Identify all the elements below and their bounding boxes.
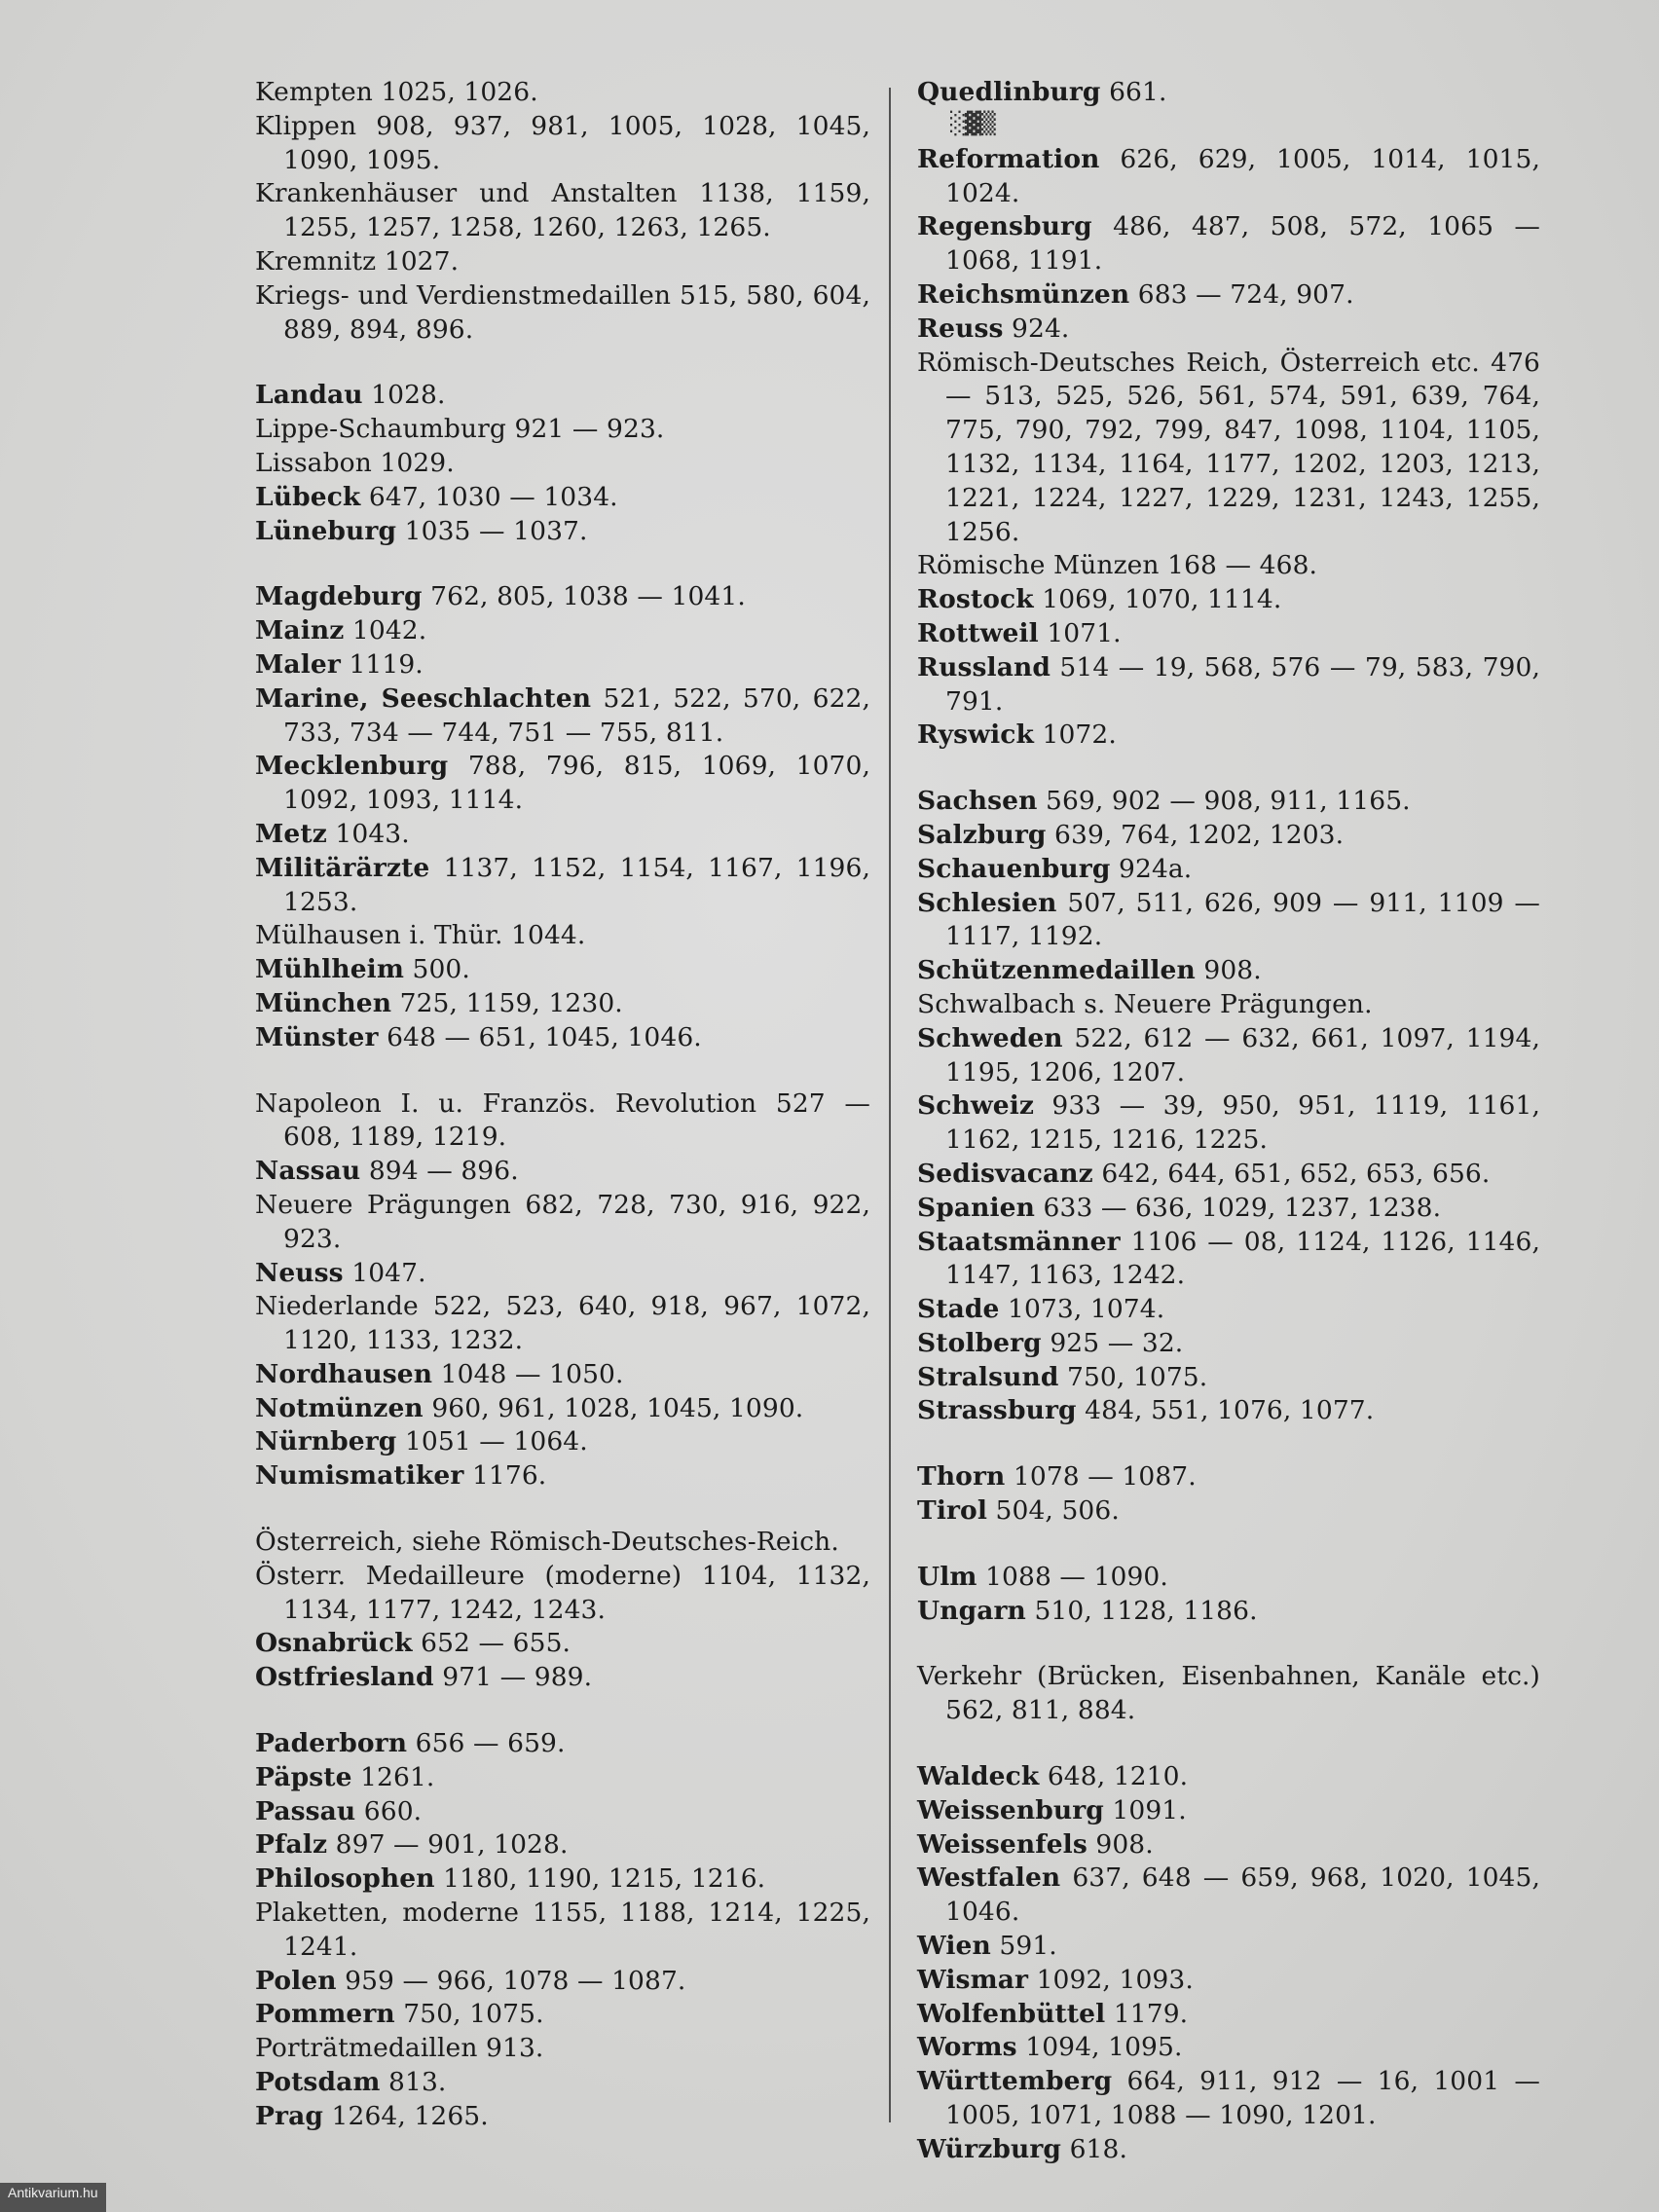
- entry-references: 647, 1030 — 1034.: [368, 481, 618, 512]
- entry-references: 1155, 1188, 1214, 1225, 1241.: [283, 1898, 870, 1962]
- index-group: [917, 76, 1540, 143]
- entry-references: 515, 580, 604, 889, 894, 896.: [283, 279, 870, 345]
- entry-references: 1092, 1093.: [1036, 1964, 1194, 1995]
- entry-heading: Wolfenbüttel: [917, 1998, 1106, 2029]
- index-entry: [255, 1627, 870, 1661]
- index-entry: [917, 1494, 1540, 1529]
- entry-references: 664, 911, 912 — 16, 1001 — 1005, 1071, 1088 — 1090, 1201.: [945, 2066, 1540, 2131]
- entry-references: 1028.: [371, 380, 446, 411]
- entry-heading: Sachsen: [917, 786, 1038, 817]
- entry-references: 648, 1210.: [1047, 1761, 1189, 1792]
- index-entry: [255, 580, 870, 614]
- entry-references: 1104, 1132, 1134, 1177, 1242, 1243.: [283, 1560, 870, 1625]
- index-group: [917, 785, 1540, 1428]
- entry-references: 908, 937, 981, 1005, 1028, 1045, 1090, 1095.: [283, 110, 871, 175]
- entry-references: 661.: [1109, 77, 1167, 107]
- entry-references: 908.: [1203, 955, 1262, 986]
- entry-references: 639, 764, 1202, 1203.: [1054, 819, 1345, 850]
- entry-heading: Maler: [255, 648, 341, 680]
- entry-heading: Porträtmedaillen: [255, 2033, 478, 2064]
- entry-references: 168 — 468.: [1167, 550, 1318, 581]
- printers-ornament-icon: ░▓▒: [950, 111, 994, 136]
- entry-heading: Krankenhäuser und Anstalten: [255, 178, 678, 209]
- entry-heading: Reformation: [917, 143, 1100, 174]
- index-group: [917, 1760, 1540, 2167]
- entry-heading: Würzburg: [917, 2133, 1062, 2164]
- entry-references: 1094, 1095.: [1025, 2032, 1183, 2063]
- index-entry: [255, 2032, 870, 2066]
- entry-references: 522, 612 — 632, 661, 1097, 1194, 1195, 1206, 1207.: [945, 1022, 1540, 1088]
- entry-references: 971 — 989.: [442, 1662, 593, 1693]
- entry-references: 504, 506.: [995, 1495, 1120, 1527]
- index-group: [917, 1460, 1540, 1529]
- entry-heading: Passau: [255, 1795, 356, 1826]
- index-entry: [917, 1760, 1540, 1794]
- entry-heading: Spanien: [917, 1192, 1035, 1223]
- entry-references: 921 — 923.: [514, 414, 665, 445]
- index-entry: [917, 1828, 1540, 1862]
- index-entry: [917, 549, 1540, 583]
- entry-references: 648 — 651, 1045, 1046.: [387, 1021, 702, 1052]
- entry-heading: Notmünzen: [255, 1392, 424, 1423]
- entry-heading: Mainz: [255, 615, 345, 646]
- index-entry: [917, 1022, 1540, 1090]
- entry-heading: Schweden: [917, 1022, 1063, 1053]
- entry-heading: Thorn: [917, 1461, 1006, 1493]
- entry-references: 522, 523, 640, 918, 967, 1072, 1120, 1133, 1232.: [283, 1291, 870, 1356]
- entry-references: 642, 644, 651, 652, 653, 656.: [1101, 1158, 1491, 1189]
- entry-heading: Numismatiker: [255, 1460, 464, 1492]
- entry-references: 908.: [1095, 1828, 1154, 1860]
- index-entry: [255, 1257, 870, 1291]
- index-group: [917, 143, 1540, 753]
- index-entry: [255, 1828, 870, 1862]
- index-entry: [917, 313, 1540, 347]
- entry-heading: Napoleon I. u. Französ. Revolution: [255, 1088, 757, 1119]
- entry-heading: Salzburg: [917, 819, 1047, 850]
- entry-references: 1264, 1265.: [331, 2100, 489, 2131]
- index-entry: [255, 177, 870, 245]
- entry-heading: Reuss: [917, 313, 1004, 344]
- index-entry: [917, 76, 1540, 110]
- index-entry: [917, 1964, 1540, 1998]
- entry-references: 1048 — 1050.: [440, 1358, 624, 1389]
- index-entry: [255, 1998, 870, 2032]
- entry-heading: Lissabon: [255, 447, 372, 478]
- index-group: [917, 1561, 1540, 1629]
- entry-references: 933 — 39, 950, 951, 1119, 1161, 1162, 1215, 1216, 1225.: [945, 1090, 1540, 1156]
- entry-heading: Stralsund: [917, 1361, 1059, 1392]
- index-entry: [917, 785, 1540, 819]
- entry-references: 1044.: [511, 920, 586, 951]
- entry-references: 683 — 724, 907.: [1137, 278, 1354, 310]
- entry-references: 1071.: [1047, 617, 1122, 648]
- entry-references: 484, 551, 1076, 1077.: [1085, 1395, 1375, 1426]
- entry-references: 924a.: [1119, 853, 1193, 884]
- entry-references: 521, 522, 570, 622, 733, 734 — 744, 751 — 755, 811.: [283, 682, 871, 748]
- entry-heading: München: [255, 987, 392, 1018]
- index-entry: [255, 818, 870, 852]
- index-entry: [255, 1358, 870, 1392]
- index-group: [255, 1088, 870, 1494]
- index-entry: [917, 1460, 1540, 1494]
- entry-references: 682, 728, 730, 916, 922, 923.: [283, 1189, 870, 1254]
- entry-references: 633 — 636, 1029, 1237, 1238.: [1043, 1192, 1442, 1223]
- index-entry: [917, 1327, 1540, 1361]
- index-entry: [917, 583, 1540, 617]
- index-group: [917, 1660, 1540, 1728]
- index-entry: [255, 648, 870, 682]
- index-entry: [917, 819, 1540, 853]
- index-entry: [255, 481, 870, 515]
- index-entry: [917, 988, 1540, 1022]
- index-entry: [917, 347, 1540, 550]
- index-entry: [917, 1293, 1540, 1327]
- entry-heading: Ostfriesland: [255, 1662, 434, 1693]
- entry-heading: Schlesien: [917, 887, 1057, 918]
- index-entry: [255, 1761, 870, 1795]
- index-group: [255, 580, 870, 1054]
- entry-references: 959 — 966, 1078 — 1087.: [345, 1965, 686, 1996]
- entry-references: 507, 511, 626, 909 — 911, 1109 — 1117, 1192.: [945, 887, 1540, 952]
- entry-heading: Tirol: [917, 1495, 987, 1527]
- entry-heading: Lübeck: [255, 481, 361, 512]
- entry-references: 652 — 655.: [421, 1628, 571, 1659]
- index-entry: [255, 1189, 870, 1257]
- index-entry: [255, 750, 870, 818]
- entry-heading: Strassburg: [917, 1395, 1077, 1426]
- entry-heading: Waldeck: [917, 1761, 1040, 1792]
- index-entry: [255, 76, 870, 110]
- index-entry: [255, 1425, 870, 1459]
- index-entry: [255, 1290, 870, 1358]
- index-entry: [255, 1560, 870, 1628]
- entry-heading: Nürnberg: [255, 1426, 397, 1457]
- entry-heading: Kempten: [255, 77, 373, 107]
- entry-heading: Russland: [917, 651, 1051, 682]
- entry-references: 1073, 1074.: [1007, 1294, 1165, 1325]
- entry-heading: Quedlinburg: [917, 77, 1101, 107]
- index-entry: [255, 2100, 870, 2134]
- entry-heading: Nassau: [255, 1156, 361, 1187]
- index-group: [255, 76, 870, 347]
- entry-references: 750, 1075.: [403, 1999, 544, 2030]
- index-entry: [255, 1155, 870, 1189]
- index-entry: [917, 1862, 1540, 1930]
- entry-heading: Stolberg: [917, 1327, 1042, 1358]
- index-column-right: [917, 76, 1540, 2199]
- entry-references: 1088 — 1090.: [985, 1561, 1168, 1592]
- entry-references: 656 — 659.: [415, 1728, 566, 1759]
- entry-heading: Mühlheim: [255, 954, 404, 985]
- index-entry: [917, 887, 1540, 955]
- entry-heading: Schweiz: [917, 1090, 1035, 1122]
- entry-heading: Päpste: [255, 1761, 352, 1792]
- entry-heading: Nordhausen: [255, 1358, 433, 1389]
- entry-heading: Sedisvacanz: [917, 1158, 1093, 1189]
- entry-heading: Metz: [255, 818, 327, 849]
- index-entry: [255, 379, 870, 413]
- index-entry: [255, 1965, 870, 1999]
- entry-references: 510, 1128, 1186.: [1034, 1595, 1258, 1626]
- column-divider: [889, 88, 891, 2122]
- entry-heading: Osnabrück: [255, 1628, 413, 1659]
- entry-heading: Worms: [917, 2032, 1017, 2063]
- entry-references: 1025, 1026.: [381, 77, 538, 107]
- index-entry: [255, 919, 870, 953]
- entry-heading: Staatsmänner: [917, 1226, 1121, 1257]
- index-entry: [255, 110, 870, 178]
- index-group: [255, 1526, 870, 1695]
- index-column-left: [255, 76, 870, 2166]
- entry-references: 591.: [999, 1931, 1057, 1962]
- index-entry: [255, 1727, 870, 1761]
- entry-heading: Kriegs- und Verdienstmedaillen: [255, 279, 672, 311]
- index-entry: [917, 954, 1540, 988]
- entry-heading: Römisch-Deutsches Reich, Österreich etc.: [917, 347, 1480, 378]
- entry-references: 637, 648 — 659, 968, 1020, 1045, 1046.: [945, 1862, 1540, 1928]
- entry-heading: Rostock: [917, 584, 1034, 615]
- index-entry: [917, 2031, 1540, 2065]
- index-entry: [255, 1862, 870, 1897]
- entry-heading: Römische Münzen: [917, 550, 1160, 581]
- index-entry: [917, 1595, 1540, 1629]
- index-entry: [917, 651, 1540, 719]
- entry-references: 476 — 513, 525, 526, 561, 574, 591, 639, 764, 775, 790, 792, 799, 847, 1098, 1104, 1105, 1132, 1134, 1164, 1177, 1202, 1203, 1213, 1221, 1224, 1227, 1229, 1231, 1243, 1255, 1256.: [945, 347, 1540, 547]
- entry-references: 562, 811, 884.: [945, 1695, 1136, 1726]
- entry-references: 660.: [363, 1795, 423, 1826]
- index-entry: [255, 987, 870, 1021]
- entry-references: 1091.: [1112, 1794, 1187, 1825]
- index-entry: [255, 279, 870, 348]
- index-entry: [255, 413, 870, 447]
- index-group: [255, 379, 870, 548]
- entry-references: 924.: [1012, 313, 1070, 344]
- entry-heading: Landau: [255, 380, 363, 411]
- entry-heading: Regensburg: [917, 211, 1092, 242]
- entry-references: 1106 — 08, 1124, 1126, 1146, 1147, 1163, 1242.: [945, 1226, 1540, 1291]
- entry-references: 1180, 1190, 1215, 1216.: [443, 1863, 766, 1895]
- index-entry: [917, 2133, 1540, 2167]
- index-entry: [255, 1021, 870, 1055]
- entry-heading: Klippen: [255, 110, 357, 141]
- index-entry: [917, 1794, 1540, 1828]
- entry-references: 1047.: [351, 1257, 426, 1288]
- entry-references: 897 — 901, 1028.: [335, 1829, 569, 1861]
- entry-heading: Ungarn: [917, 1595, 1026, 1626]
- entry-heading: Plaketten, moderne: [255, 1898, 520, 1929]
- entry-heading: Militärärzte: [255, 852, 430, 883]
- entry-heading: Schützenmedaillen: [917, 955, 1196, 986]
- index-entry: [917, 1192, 1540, 1226]
- entry-references: 527 — 608, 1189, 1219.: [283, 1088, 870, 1153]
- entry-heading: Mülhausen i. Thür.: [255, 920, 503, 951]
- entry-references: 500.: [412, 954, 470, 985]
- index-entry: [255, 447, 870, 481]
- entry-heading: Pfalz: [255, 1829, 328, 1861]
- entry-heading: Rottweil: [917, 617, 1039, 648]
- entry-references: 1261.: [360, 1761, 435, 1792]
- entry-references: 1027.: [384, 245, 460, 276]
- entry-heading: Wien: [917, 1931, 991, 1962]
- index-entry: [255, 852, 870, 920]
- entry-references: 1137, 1152, 1154, 1167, 1196, 1253.: [283, 852, 870, 917]
- entry-references: 514 — 19, 568, 576 — 79, 583, 790, 791.: [945, 651, 1541, 717]
- entry-heading: Kremnitz: [255, 245, 377, 276]
- entry-heading: Polen: [255, 1965, 337, 1996]
- index-entry: [917, 143, 1540, 211]
- index-entry: [917, 1361, 1540, 1395]
- entry-references: 1179.: [1113, 1998, 1189, 2029]
- index-entry: [255, 614, 870, 648]
- index-entry: [917, 1089, 1540, 1158]
- entry-heading: Württemberg: [917, 2066, 1113, 2097]
- index-entry: [255, 1088, 870, 1156]
- index-entry: [255, 1459, 870, 1493]
- entry-references: 913.: [486, 2033, 544, 2064]
- entry-heading: Österreich, siehe Römisch-Deutsches-Reich.: [255, 1527, 839, 1558]
- entry-heading: Österr. Medailleure (moderne): [255, 1560, 682, 1591]
- entry-references: 960, 961, 1028, 1045, 1090.: [431, 1392, 804, 1423]
- entry-references: 569, 902 — 908, 911, 1165.: [1046, 786, 1411, 817]
- index-entry: [917, 1394, 1540, 1428]
- entry-heading: Lüneburg: [255, 515, 397, 546]
- entry-heading: Ryswick: [917, 719, 1034, 751]
- index-entry: [255, 1392, 870, 1426]
- index-entry: [917, 617, 1540, 651]
- index-entry: [255, 1897, 870, 1965]
- entry-references: 894 — 896.: [368, 1156, 519, 1187]
- entry-heading: Weissenfels: [917, 1828, 1088, 1860]
- entry-references: 1072.: [1042, 719, 1117, 751]
- index-entry: [255, 2066, 870, 2100]
- entry-references: 486, 487, 508, 572, 1065 — 1068, 1191.: [945, 211, 1540, 276]
- entry-references: 750, 1075.: [1067, 1361, 1208, 1392]
- entry-heading: Philosophen: [255, 1863, 435, 1895]
- entry-heading: Marine, Seeschlachten: [255, 682, 592, 714]
- entry-heading: Weissenburg: [917, 1794, 1104, 1825]
- index-entry: [917, 1660, 1540, 1728]
- entry-references: 1029.: [380, 447, 455, 478]
- index-entry: [917, 1226, 1540, 1294]
- entry-references: 1078 — 1087.: [1013, 1461, 1197, 1493]
- index-entry: [255, 953, 870, 987]
- entry-heading: Westfalen: [917, 1862, 1061, 1894]
- entry-references: 1042.: [351, 615, 427, 646]
- index-entry: [917, 853, 1540, 887]
- entry-heading: Lippe-Schaumburg: [255, 414, 506, 445]
- index-entry: [255, 1795, 870, 1829]
- entry-references: 1051 — 1064.: [404, 1426, 588, 1457]
- entry-heading: Stade: [917, 1294, 1000, 1325]
- entry-heading: Neuere Prägungen: [255, 1189, 511, 1220]
- watermark: Antikvarium.hu: [0, 2183, 106, 2212]
- index-entry: [255, 1661, 870, 1695]
- entry-references: 762, 805, 1038 — 1041.: [430, 581, 746, 612]
- entry-references: 626, 629, 1005, 1014, 1015, 1024.: [945, 143, 1540, 208]
- index-entry: [255, 682, 870, 751]
- index-entry: [917, 210, 1540, 278]
- entry-heading: Wismar: [917, 1964, 1029, 1995]
- index-entry: [917, 278, 1540, 313]
- entry-heading: Schwalbach s. Neuere Prägungen.: [917, 988, 1373, 1019]
- index-entry: [917, 1158, 1540, 1192]
- entry-heading: Schauenburg: [917, 853, 1111, 884]
- entry-heading: Pommern: [255, 1999, 395, 2030]
- index-entry: [917, 1930, 1540, 1964]
- entry-references: 925 — 32.: [1050, 1327, 1184, 1358]
- entry-references: 788, 796, 815, 1069, 1070, 1092, 1093, 1114.: [283, 751, 870, 816]
- entry-heading: Verkehr (Brücken, Eisenbahnen, Kanäle etc.): [917, 1661, 1540, 1692]
- index-group: [255, 1727, 870, 2134]
- entry-heading: Mecklenburg: [255, 751, 449, 782]
- entry-heading: Münster: [255, 1021, 379, 1052]
- index-entry: [917, 2065, 1540, 2133]
- index-entry: [255, 515, 870, 549]
- entry-references: 1043.: [335, 818, 410, 849]
- entry-heading: Ulm: [917, 1561, 977, 1592]
- index-entry: [917, 719, 1540, 753]
- entry-heading: Reichsmünzen: [917, 278, 1130, 310]
- entry-heading: Potsdam: [255, 2067, 381, 2098]
- entry-references: 1069, 1070, 1114.: [1042, 584, 1282, 615]
- entry-references: 725, 1159, 1230.: [399, 987, 623, 1018]
- entry-references: 813.: [388, 2067, 447, 2098]
- entry-references: 1035 — 1037.: [404, 515, 588, 546]
- entry-heading: Niederlande: [255, 1291, 419, 1322]
- entry-references: 618.: [1069, 2133, 1127, 2164]
- entry-references: 1176.: [471, 1460, 547, 1492]
- entry-heading: Prag: [255, 2100, 323, 2131]
- entry-heading: Neuss: [255, 1257, 344, 1288]
- entry-heading: Paderborn: [255, 1728, 408, 1759]
- index-entry: [917, 1998, 1540, 2032]
- entry-references: 1138, 1159, 1255, 1257, 1258, 1260, 1263, 1265.: [283, 178, 870, 243]
- index-entry: [255, 245, 870, 279]
- index-entry: [917, 1561, 1540, 1595]
- entry-heading: Magdeburg: [255, 581, 423, 612]
- index-entry: [255, 1526, 870, 1560]
- entry-references: 1119.: [349, 648, 424, 680]
